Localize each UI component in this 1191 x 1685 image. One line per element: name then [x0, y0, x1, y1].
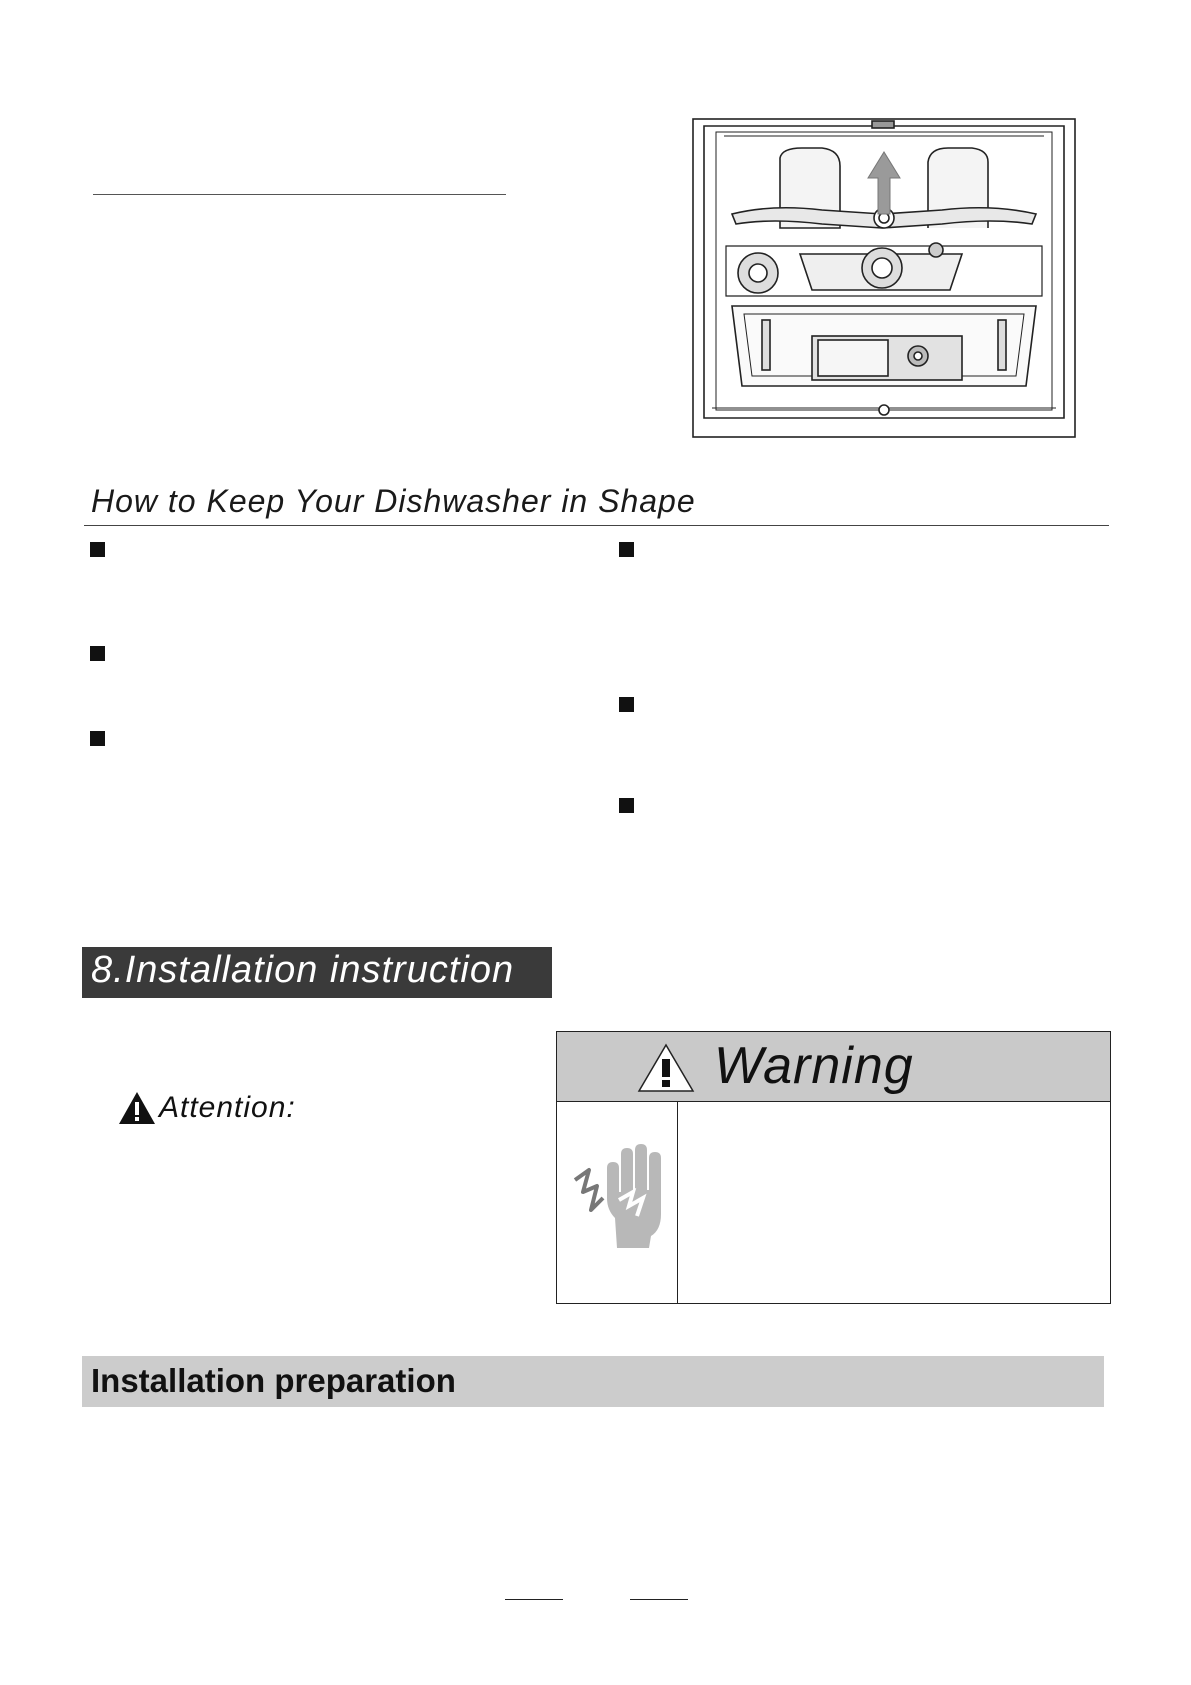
square-bullet-icon: [90, 646, 105, 661]
warning-box: [556, 1031, 1111, 1304]
square-bullet-icon: [619, 542, 634, 557]
attention-text: Attention:: [159, 1091, 296, 1124]
dishwasher-interior-diagram: [692, 118, 1076, 438]
warning-triangle-icon: [117, 1090, 157, 1126]
footer-rule-left: [505, 1599, 563, 1600]
square-bullet-icon: [619, 697, 634, 712]
warning-header: [557, 1032, 1110, 1102]
top-divider: [93, 194, 506, 195]
square-bullet-icon: [90, 731, 105, 746]
exclamation-triangle-icon: [637, 1043, 695, 1093]
warning-title: Warning: [714, 1037, 914, 1095]
footer-rule-right: [630, 1599, 688, 1600]
warning-divider: [677, 1102, 678, 1303]
section-title-shape: How to Keep Your Dishwasher in Shape: [91, 483, 696, 519]
section-title-preparation: Installation preparation: [91, 1362, 456, 1399]
section-title-installation: 8.Installation instruction: [91, 949, 515, 991]
electric-shock-hand-icon: [567, 1140, 667, 1250]
square-bullet-icon: [90, 542, 105, 557]
attention-label: [117, 1090, 296, 1130]
section-divider: [84, 525, 1109, 526]
square-bullet-icon: [619, 798, 634, 813]
